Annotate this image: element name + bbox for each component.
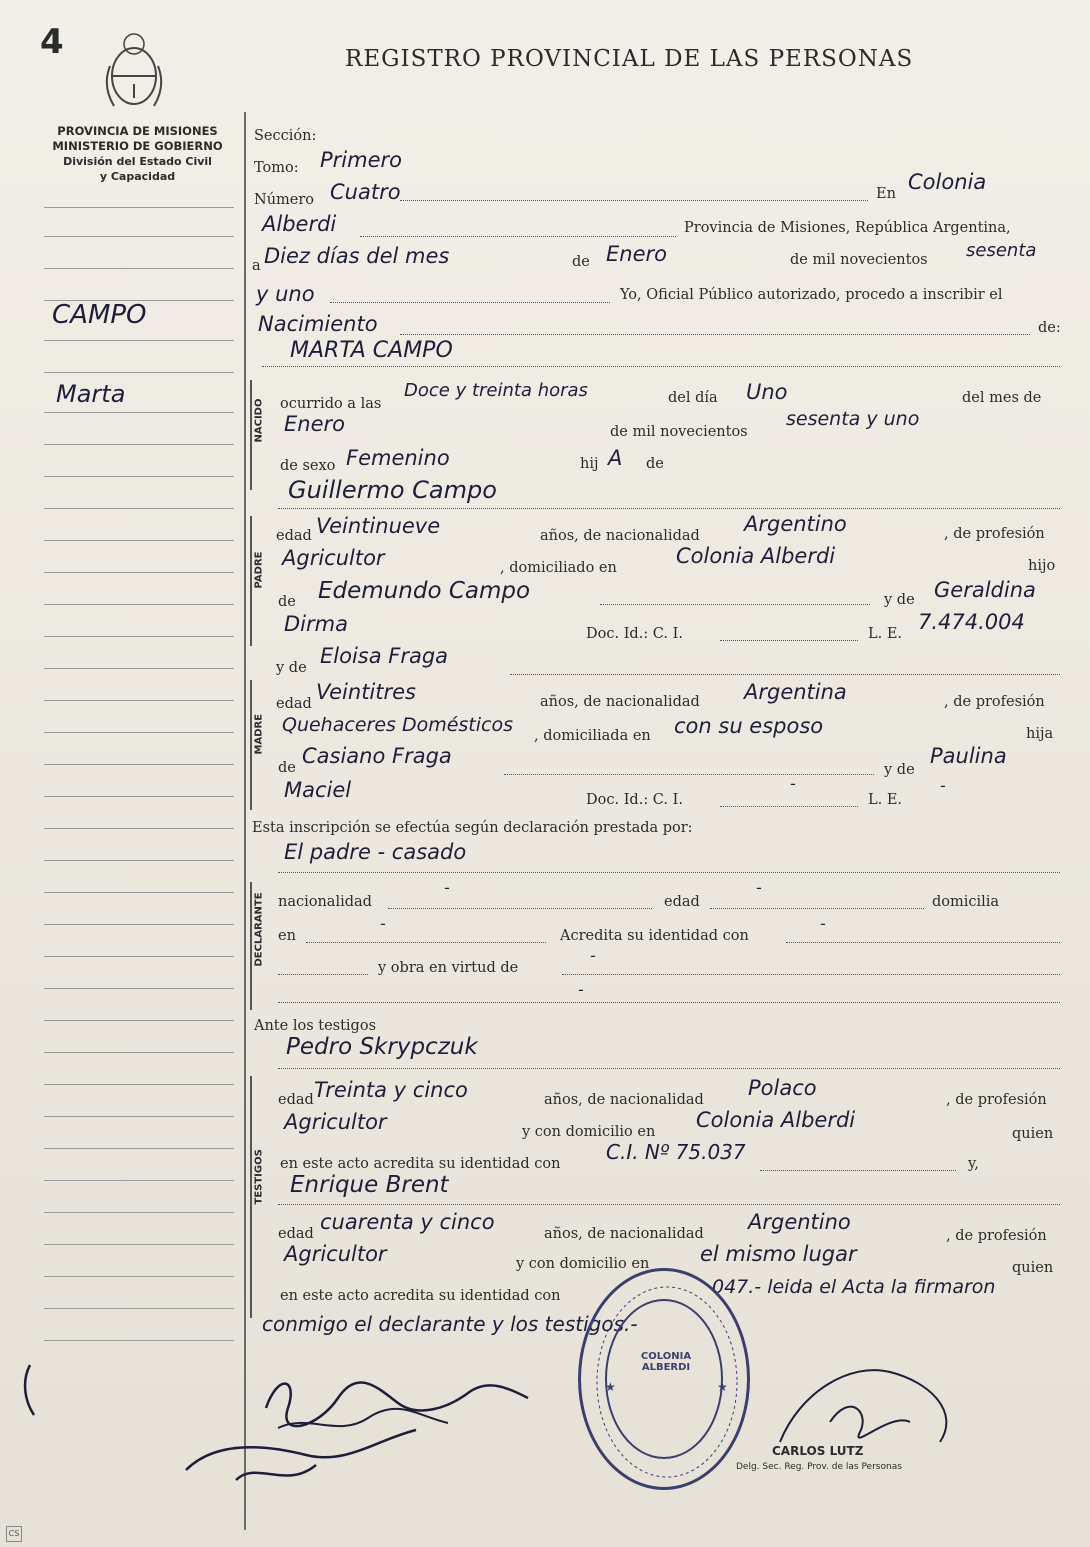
label-con-domicilio-t1: y con domicilio en bbox=[522, 1124, 656, 1140]
rule bbox=[278, 1068, 1060, 1069]
value-fecha-dia: Diez días del mes bbox=[264, 244, 450, 268]
value-padre-dom: Colonia Alberdi bbox=[676, 544, 836, 568]
label-domiciliada: , domiciliada en bbox=[534, 728, 651, 744]
value-abuelo-m: Casiano Fraga bbox=[302, 744, 452, 768]
margin-mark-icon bbox=[16, 1360, 46, 1420]
svg-text:★: ★ bbox=[605, 1380, 616, 1394]
value-abuela-p1: Geraldina bbox=[934, 578, 1036, 602]
label-edad-t1: edad bbox=[278, 1092, 314, 1108]
value-t1-prof: Agricultor bbox=[284, 1110, 387, 1134]
value-numero: Cuatro bbox=[330, 180, 401, 204]
value-t1-edad: Treinta y cinco bbox=[314, 1078, 468, 1102]
label-de-colon: de: bbox=[1038, 320, 1061, 336]
label-del-mes-de: del mes de bbox=[962, 390, 1042, 406]
label-anos-nac: años, de nacionalidad bbox=[540, 528, 700, 544]
label-y-de: y de bbox=[884, 592, 915, 608]
rule bbox=[710, 908, 924, 909]
rule bbox=[278, 974, 368, 975]
value-t2-edad: cuarenta y cinco bbox=[320, 1210, 495, 1234]
value-ano2: y uno bbox=[256, 282, 315, 306]
label-le: L. E. bbox=[868, 626, 903, 642]
rule bbox=[562, 974, 1060, 975]
value-testigo2: Enrique Brent bbox=[290, 1172, 449, 1198]
rule bbox=[388, 908, 652, 909]
value-madre-edad: Veintitres bbox=[316, 680, 416, 704]
official-name: CARLOS LUTZ bbox=[772, 1444, 864, 1458]
value-dia: Uno bbox=[746, 380, 788, 404]
label-en-este-acto-t2: en este acto acredita su identidad con bbox=[280, 1288, 561, 1304]
label-del-dia: del día bbox=[668, 390, 718, 406]
value-madre-le: - bbox=[940, 776, 946, 795]
seal-ring-text-icon bbox=[581, 1271, 753, 1493]
section-label-padre: PADRE bbox=[253, 551, 265, 589]
value-padre-le: 7.474.004 bbox=[918, 610, 1025, 634]
value-padre-nac: Argentino bbox=[744, 512, 847, 536]
label-numero: Número bbox=[254, 192, 315, 208]
value-testigo1: Pedro Skrypczuk bbox=[286, 1034, 478, 1060]
issuing-authority bbox=[40, 124, 235, 184]
label-en-decl: en bbox=[278, 928, 296, 944]
rule bbox=[720, 640, 858, 641]
rule bbox=[278, 872, 1060, 873]
label-nacionalidad: nacionalidad bbox=[278, 894, 372, 910]
label-doc-id-m: Doc. Id.: C. I. bbox=[586, 792, 683, 808]
rule bbox=[278, 1002, 1060, 1003]
rule bbox=[504, 774, 874, 775]
label-y-obra: y obra en virtud de bbox=[378, 960, 519, 976]
value-madre-nac: Argentina bbox=[744, 680, 847, 704]
label-anos-nac-m: años, de nacionalidad bbox=[540, 694, 700, 710]
value-nombre: MARTA CAMPO bbox=[290, 338, 453, 363]
label-edad: edad bbox=[276, 528, 312, 544]
rule bbox=[760, 1170, 956, 1171]
page-number: 4 bbox=[40, 22, 64, 62]
label-anos-nac-t1: años, de nacionalidad bbox=[544, 1092, 704, 1108]
section-label-declarante: DECLARANTE bbox=[253, 892, 265, 967]
value-dash-5: - bbox=[590, 946, 596, 965]
label-y-de-m: y de bbox=[884, 762, 915, 778]
rule bbox=[400, 334, 1030, 335]
value-dash-3: - bbox=[380, 914, 386, 933]
value-dash-6: - bbox=[578, 980, 584, 999]
rule bbox=[510, 674, 1060, 675]
value-abuela-m2: Maciel bbox=[284, 778, 352, 802]
rule bbox=[278, 1204, 1060, 1205]
label-y-de-madre: y de bbox=[276, 660, 307, 676]
label-acredita: Acredita su identidad con bbox=[560, 928, 749, 944]
value-hora: Doce y treinta horas bbox=[404, 380, 588, 401]
label-ocurrido: ocurrido a las bbox=[280, 396, 382, 412]
value-declarante: El padre - casado bbox=[284, 840, 467, 864]
value-lugar: Alberdi bbox=[262, 212, 337, 236]
value-madre-ci: - bbox=[790, 774, 796, 793]
value-abuelo-p: Edemundo Campo bbox=[318, 578, 531, 604]
value-t2-dom: el mismo lugar bbox=[700, 1242, 857, 1266]
rule bbox=[360, 236, 676, 237]
label-en-este-acto-t1: en este acto acredita su identidad con bbox=[280, 1156, 561, 1172]
section-bar-madre bbox=[250, 680, 252, 810]
value-ano-nac: sesenta y uno bbox=[786, 408, 920, 430]
value-madre-prof: Quehaceres Domésticos bbox=[282, 714, 513, 736]
value-t1-ci: C.I. Nº 75.037 bbox=[606, 1140, 746, 1164]
province-line: PROVINCIA DE MISIONES bbox=[57, 124, 218, 138]
value-madre-dom: con su esposo bbox=[674, 714, 824, 738]
value-hij-suffix: A bbox=[608, 446, 623, 470]
margin-given-name: Marta bbox=[56, 380, 126, 408]
value-t2-prof: Agricultor bbox=[284, 1242, 387, 1266]
value-sexo: Femenino bbox=[346, 446, 450, 470]
label-seccion: Sección: bbox=[254, 128, 317, 144]
value-padre-edad: Veintinueve bbox=[316, 514, 441, 538]
coat-of-arms-icon bbox=[100, 26, 168, 114]
value-t2-ci: 047.- leida el Acta la firmaron bbox=[712, 1276, 996, 1298]
section-label-madre: MADRE bbox=[253, 713, 265, 755]
label-domiciliado: , domiciliado en bbox=[500, 560, 617, 576]
label-edad-t2: edad bbox=[278, 1226, 314, 1242]
label-de-2: de bbox=[278, 594, 296, 610]
rule bbox=[306, 942, 546, 943]
division-line-2: y Capacidad bbox=[99, 170, 176, 183]
value-abuela-p2: Dirma bbox=[284, 612, 348, 636]
section-bar-declarante bbox=[250, 882, 252, 1010]
document-title: REGISTRO PROVINCIAL DE LAS PERSONAS bbox=[345, 46, 914, 72]
value-dash-4: - bbox=[820, 914, 826, 933]
label-hijo: hijo bbox=[1028, 558, 1056, 574]
value-dash-1: - bbox=[444, 878, 450, 897]
section-bar-nacido bbox=[250, 380, 252, 490]
label-doc-id: Doc. Id.: C. I. bbox=[586, 626, 683, 642]
label-a: a bbox=[252, 258, 261, 274]
rule bbox=[786, 942, 1060, 943]
label-quien-t2: quien bbox=[1012, 1260, 1054, 1276]
rule bbox=[600, 604, 870, 605]
value-t1-dom: Colonia Alberdi bbox=[696, 1108, 856, 1132]
division-line: División del Estado Civil bbox=[63, 155, 212, 168]
value-t1-nac: Polaco bbox=[748, 1076, 817, 1100]
section-bar-testigos bbox=[250, 1076, 252, 1318]
value-acto: Nacimiento bbox=[258, 312, 378, 336]
value-madre-nombre: Eloisa Fraga bbox=[320, 644, 449, 668]
section-label-testigos: TESTIGOS bbox=[253, 1149, 265, 1205]
value-en: Colonia bbox=[908, 170, 987, 194]
label-con-domicilio-t2: y con domicilio en bbox=[516, 1256, 650, 1272]
margin-surname: CAMPO bbox=[52, 300, 147, 330]
label-tomo: Tomo: bbox=[254, 160, 299, 176]
label-esta-inscripcion: Esta inscripción se efectúa según declaración prestada por: bbox=[252, 820, 693, 836]
label-quien-t1: quien bbox=[1012, 1126, 1054, 1142]
margin-divider bbox=[244, 112, 246, 1530]
label-y-coma: y, bbox=[968, 1156, 979, 1172]
label-de-mil: de mil novecientos bbox=[790, 252, 928, 268]
value-padre-nombre: Guillermo Campo bbox=[288, 476, 497, 504]
ministry-line: MINISTERIO DE GOBIERNO bbox=[52, 139, 223, 153]
scanner-badge: CS bbox=[6, 1526, 22, 1542]
label-sexo: de sexo bbox=[280, 458, 336, 474]
rule bbox=[720, 806, 858, 807]
label-hij: hij bbox=[580, 456, 599, 472]
value-dash-2: - bbox=[756, 878, 762, 897]
section-label-nacido: NACIDO bbox=[253, 398, 265, 443]
value-padre-prof: Agricultor bbox=[282, 546, 385, 570]
label-edad-m: edad bbox=[276, 696, 312, 712]
label-de: de bbox=[646, 456, 664, 472]
value-t2-nac: Argentino bbox=[748, 1210, 851, 1234]
label-le-m: L. E. bbox=[868, 792, 903, 808]
label-profesion-t2: , de profesión bbox=[946, 1228, 1047, 1244]
label-profesion-m: , de profesión bbox=[944, 694, 1045, 710]
label-hija: hija bbox=[1026, 726, 1054, 742]
svg-text:★: ★ bbox=[717, 1380, 728, 1394]
rule bbox=[330, 302, 610, 303]
label-profesion-t1: , de profesión bbox=[946, 1092, 1047, 1108]
rule bbox=[400, 200, 868, 201]
seal-text: COLONIA ALBERDI bbox=[640, 1351, 692, 1373]
label-profesion: , de profesión bbox=[944, 526, 1045, 542]
value-cierre: conmigo el declarante y los testigos.- bbox=[262, 1312, 638, 1336]
label-de-mil2: de mil novecientos bbox=[610, 424, 748, 440]
value-ano1: sesenta bbox=[966, 240, 1037, 261]
rule bbox=[262, 366, 1060, 367]
rule bbox=[278, 508, 1060, 509]
label-yo-oficial: Yo, Oficial Público autorizado, procedo a inscribir el bbox=[620, 287, 1003, 303]
label-anos-nac-t2: años, de nacionalidad bbox=[544, 1226, 704, 1242]
label-en: En bbox=[876, 186, 896, 202]
label-domicilia: domicilia bbox=[932, 894, 1000, 910]
signature-witness-icon bbox=[176, 1420, 426, 1500]
label-edad-decl: edad bbox=[664, 894, 700, 910]
value-fecha-mes: Enero bbox=[606, 242, 667, 266]
official-seal bbox=[578, 1268, 750, 1490]
value-tomo: Primero bbox=[320, 148, 402, 172]
value-mes: Enero bbox=[284, 412, 345, 436]
official-title: Delg. Sec. Reg. Prov. de las Personas bbox=[736, 1462, 902, 1472]
value-abuela-m1: Paulina bbox=[930, 744, 1007, 768]
section-bar-padre bbox=[250, 516, 252, 646]
label-provincia: Provincia de Misiones, República Argentina, bbox=[684, 220, 1011, 236]
label-ante-testigos: Ante los testigos bbox=[254, 1018, 377, 1034]
label-de-3: de bbox=[278, 760, 296, 776]
label-de-mes: de bbox=[572, 254, 590, 270]
